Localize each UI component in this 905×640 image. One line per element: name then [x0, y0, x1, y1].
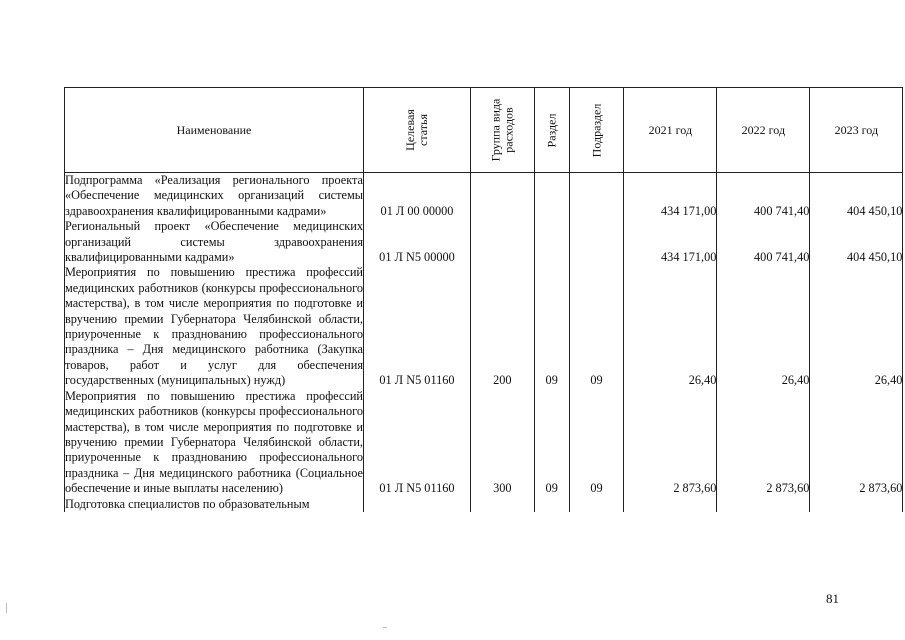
row-section [534, 173, 569, 220]
row-amount-2021 [624, 497, 717, 512]
row-amount-2022 [717, 497, 810, 512]
row-target-article: 01 Л 00 00000 [364, 173, 471, 220]
header-subsection: Подраздел [569, 88, 624, 173]
row-amount-2023: 404 450,10 [810, 219, 903, 265]
row-name: Мероприятия по повышению престижа профессий медицинских работников (конкурсы профессионального мастерства), в том числе мероприятия по подготовке и вручению премии Губернатора Челябинской области, приуроченные к празднованию профессионального праздника – Дня медицинского работника (Социальное обеспечение и иные выплаты населению) [65, 388, 363, 496]
row-name: Региональный проект «Обеспечение медицинских организаций системы здравоохранения квалифицированными кадрами» [65, 219, 363, 265]
row-name: Подпрограмма «Реализация регионального проекта «Обеспечение медицинских организаций системы здравоохранения квалифицированными кадрами» [65, 173, 363, 218]
budget-table [64, 87, 903, 512]
row-amount-2022: 400 741,40 [717, 219, 810, 265]
row-expense-group [471, 173, 535, 220]
row-amount-2022: 2 873,60 [717, 389, 810, 497]
row-name: Подготовка специалистов по образовательным [65, 497, 364, 512]
table-row [65, 219, 903, 265]
row-section [534, 497, 569, 512]
row-target-article: 01 Л N5 01160 [364, 265, 471, 388]
scan-artifact [6, 603, 7, 613]
row-subsection [569, 173, 624, 220]
header-target-article: Целевая статья [364, 88, 471, 173]
table-row [65, 173, 903, 220]
table-row [65, 265, 903, 388]
row-name: Мероприятия по повышению престижа профессий медицинских работников (конкурсы профессионального мастерства), в том числе мероприятия по подготовке и вручению премии Губернатора Челябинской области, приуроченные к празднованию профессионального праздника – Дня медицинского работника (Закупка товаров, работ и услуг для обеспечения государственных (муниципальных) нужд) [65, 265, 363, 388]
row-target-article [364, 497, 471, 512]
row-target-article: 01 Л N5 00000 [364, 219, 471, 265]
table-row [65, 389, 903, 497]
row-target-article: 01 Л N5 01160 [364, 389, 471, 497]
row-expense-group: 300 [471, 389, 535, 497]
row-expense-group [471, 497, 535, 512]
row-section: 09 [534, 265, 569, 388]
header-year-2021: 2021 год [624, 88, 717, 173]
header-section: Раздел [534, 88, 569, 173]
row-subsection: 09 [569, 265, 624, 388]
row-amount-2022: 26,40 [717, 265, 810, 388]
row-expense-group: 200 [471, 265, 535, 388]
scan-artifact [383, 627, 387, 628]
row-amount-2023 [810, 497, 903, 512]
header-year-2023: 2023 год [810, 88, 903, 173]
row-subsection [569, 497, 624, 512]
row-amount-2023: 2 873,60 [810, 389, 903, 497]
header-year-2022: 2022 год [717, 88, 810, 173]
row-amount-2021: 434 171,00 [624, 173, 717, 220]
row-amount-2023: 404 450,10 [810, 173, 903, 220]
row-subsection [569, 219, 624, 265]
page-number: 81 [826, 591, 839, 606]
row-amount-2022: 400 741,40 [717, 173, 810, 220]
row-section: 09 [534, 389, 569, 497]
table-row [65, 497, 903, 512]
row-expense-group [471, 219, 535, 265]
row-amount-2021: 434 171,00 [624, 219, 717, 265]
row-subsection: 09 [569, 389, 624, 497]
row-amount-2023: 26,40 [810, 265, 903, 388]
header-name: Наименование [65, 88, 364, 173]
row-amount-2021: 2 873,60 [624, 389, 717, 497]
row-amount-2021: 26,40 [624, 265, 717, 388]
header-row [65, 88, 903, 173]
row-section [534, 219, 569, 265]
header-expense-group: Группа вида расходов [471, 88, 535, 173]
